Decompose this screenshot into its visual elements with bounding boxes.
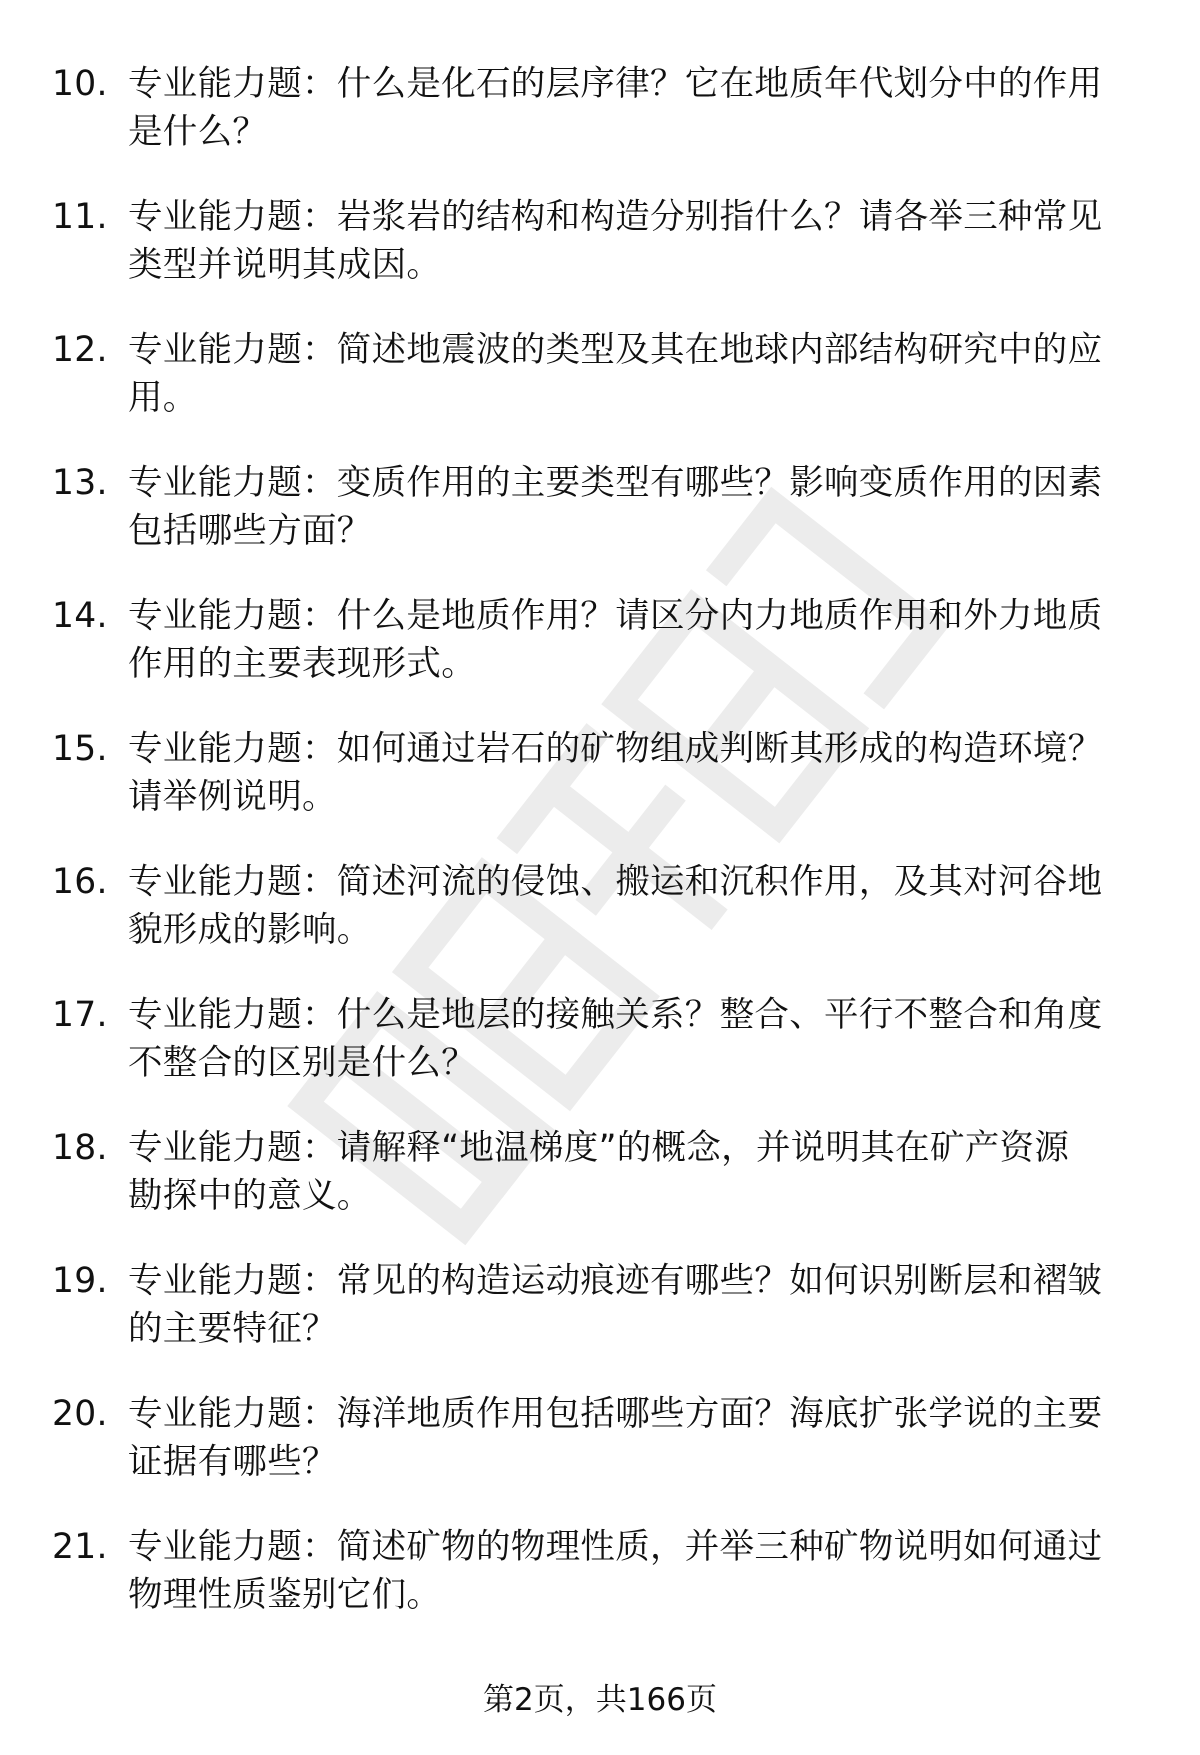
question-number: 18. (52, 1128, 108, 1168)
question-line: 专业能力题：什么是化石的层序律？它在地质年代划分中的作用 (128, 64, 1103, 104)
question-line: 用。 (128, 378, 198, 418)
question-line: 专业能力题：变质作用的主要类型有哪些？影响变质作用的因素 (128, 463, 1103, 503)
question-line: 包括哪些方面？ (128, 511, 372, 551)
question-line: 作用的主要表现形式。 (128, 644, 476, 684)
question-line: 专业能力题：海洋地质作用包括哪些方面？海底扩张学说的主要 (128, 1394, 1103, 1434)
question-line: 专业能力题：什么是地质作用？请区分内力地质作用和外力地质 (128, 596, 1103, 636)
question-item (52, 858, 1142, 991)
question-line: 专业能力题：岩浆岩的结构和构造分别指什么？请各举三种常见 (128, 197, 1103, 237)
page-number-label: 第2页，共166页 (483, 1682, 717, 1718)
question-item (52, 60, 1142, 193)
question-text (128, 193, 1190, 289)
question-number: 21. (52, 1527, 108, 1567)
question-list (52, 60, 1142, 1656)
question-line: 证据有哪些？ (128, 1442, 337, 1482)
question-text (128, 991, 1190, 1087)
question-number: 13. (52, 463, 108, 503)
question-number: 10. (52, 64, 108, 104)
question-text (128, 592, 1190, 688)
question-line: 貌形成的影响。 (128, 910, 372, 950)
question-line: 类型并说明其成因。 (128, 245, 442, 285)
question-item (52, 1523, 1142, 1656)
question-text (128, 725, 1190, 821)
question-number: 15. (52, 729, 108, 769)
question-text (128, 326, 1190, 422)
question-line: 勘探中的意义。 (128, 1176, 372, 1216)
question-line: 专业能力题：如何通过岩石的矿物组成判断其形成的构造环境？ (128, 729, 1103, 769)
question-line: 专业能力题：什么是地层的接触关系？整合、平行不整合和角度 (128, 995, 1103, 1035)
question-line: 专业能力题：请解释“地温梯度”的概念，并说明其在矿产资源 (128, 1128, 1070, 1168)
question-text (128, 1390, 1190, 1486)
question-line: 的主要特征？ (128, 1309, 337, 1349)
question-line: 专业能力题：简述矿物的物理性质，并举三种矿物说明如何通过 (128, 1527, 1103, 1567)
question-number: 16. (52, 862, 108, 902)
question-text (128, 1124, 1190, 1220)
question-number: 14. (52, 596, 108, 636)
question-line: 是什么？ (128, 112, 268, 152)
question-text (128, 1257, 1190, 1353)
question-item (52, 592, 1142, 725)
question-number: 20. (52, 1394, 108, 1434)
question-item (52, 326, 1142, 459)
question-number: 12. (52, 330, 108, 370)
question-text (128, 60, 1190, 156)
question-text (128, 1523, 1190, 1619)
question-line: 不整合的区别是什么？ (128, 1043, 476, 1083)
question-text (128, 858, 1190, 954)
question-number: 11. (52, 197, 108, 237)
page-footer (0, 1678, 1200, 1722)
question-line: 专业能力题：简述地震波的类型及其在地球内部结构研究中的应 (128, 330, 1103, 370)
question-number: 19. (52, 1261, 108, 1301)
question-item (52, 193, 1142, 326)
question-item (52, 459, 1142, 592)
question-line: 专业能力题：简述河流的侵蚀、搬运和沉积作用，及其对河谷地 (128, 862, 1103, 902)
question-item (52, 1257, 1142, 1390)
question-line: 物理性质鉴别它们。 (128, 1575, 442, 1615)
question-item (52, 1124, 1142, 1257)
question-line: 专业能力题：常见的构造运动痕迹有哪些？如何识别断层和褶皱 (128, 1261, 1103, 1301)
question-item (52, 725, 1142, 858)
question-number: 17. (52, 995, 108, 1035)
question-item (52, 991, 1142, 1124)
question-item (52, 1390, 1142, 1523)
question-text (128, 459, 1190, 555)
question-line: 请举例说明。 (128, 777, 337, 817)
